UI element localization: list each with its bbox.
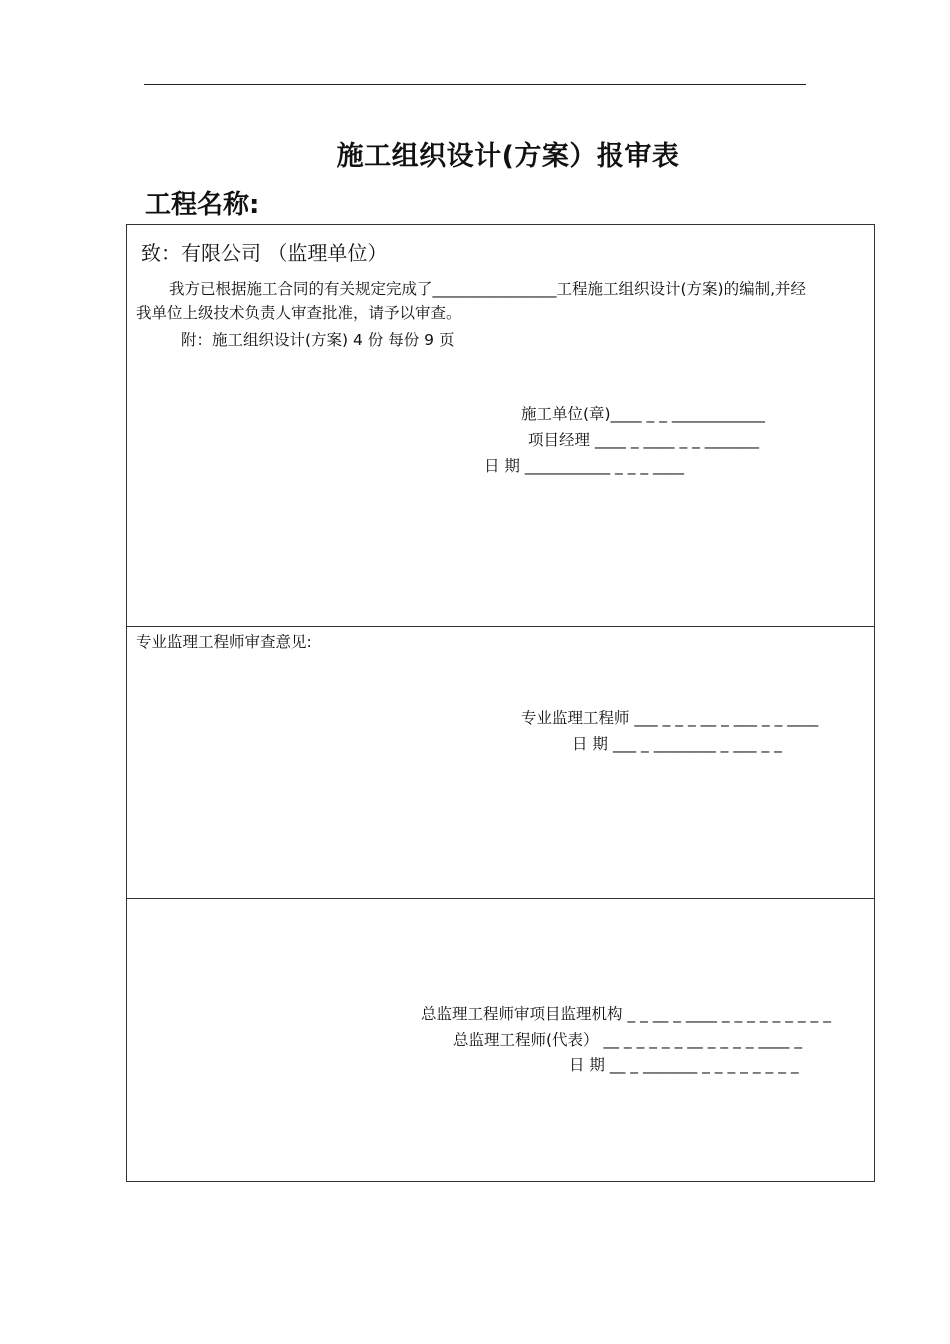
section-divider-1	[127, 626, 874, 627]
document-title: 施工组织设计(方案）报审表	[336, 141, 680, 172]
specialist-engineer-field[interactable]: 专业监理工程师 ___ _ _ _ __ _ ___ _ _ ____	[521, 709, 819, 727]
chief-engineer-field[interactable]: 总监理工程师(代表） __ _ _ _ _ _ __ _ _ _ _ ____ _	[453, 1031, 803, 1049]
section3-date-field[interactable]: 日 期 __ _ _______ _ _ _ _ _ _ _ _	[569, 1056, 799, 1074]
statement-line-2: 我单位上级技术负责人审查批准，请予以审查。	[136, 304, 462, 322]
project-name-label: 工程名称:	[145, 190, 260, 220]
section1-date-field[interactable]: 日 期 ___________ _ _ _ ____	[484, 457, 685, 475]
supervision-agency-field[interactable]: 总监理工程师审项目监理机构 _ _ __ _ ____ _ _ _ _ _ _ _ _ _	[421, 1005, 831, 1023]
project-manager-field[interactable]: 项目经理 ____ _ ____ _ _ _______	[528, 431, 760, 449]
attachment-line: 附：施工组织设计(方案) 4 份 每份 9 页	[181, 331, 455, 349]
approval-form	[126, 224, 875, 1182]
section-divider-2	[127, 898, 874, 899]
addressee-line: 致：有限公司 （监理单位）	[141, 241, 388, 265]
contractor-seal-field[interactable]: 施工单位(章)____ _ _ ____________	[521, 405, 765, 423]
engineer-review-label: 专业监理工程师审查意见:	[136, 633, 312, 651]
header-rule	[144, 84, 806, 85]
statement-line-1: 我方已根据施工合同的有关规定完成了________________工程施工组织设计(方案)的编制,并经	[169, 280, 807, 298]
section2-date-field[interactable]: 日 期 ___ _ ________ _ ___ _ _	[572, 735, 782, 753]
submission-statement	[136, 277, 871, 325]
